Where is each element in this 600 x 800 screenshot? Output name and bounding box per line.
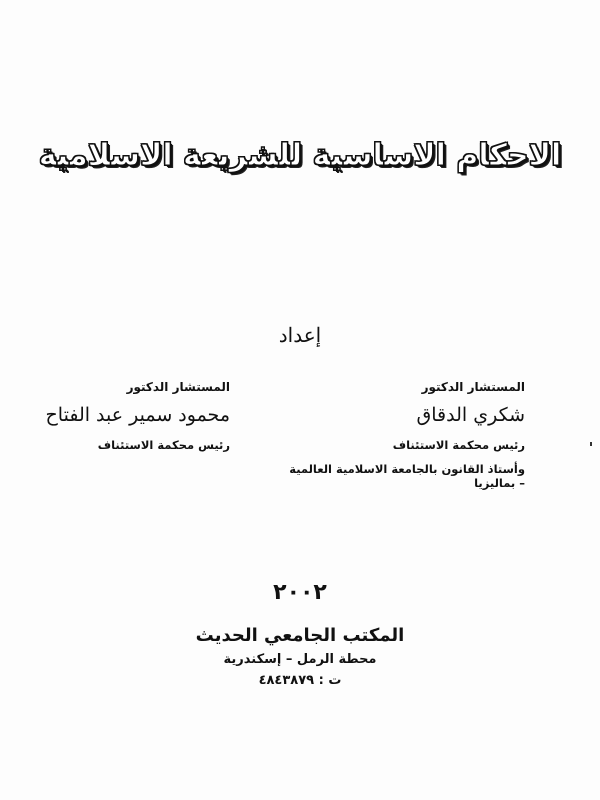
- author-1-name: شكري الدقاق: [416, 404, 525, 426]
- author-1-position: رئيس محكمة الاستئناف: [392, 438, 525, 452]
- publication-year: ٢٠٠٢: [273, 580, 327, 605]
- scan-mark: [590, 442, 592, 446]
- book-title: الاحكام الاساسية للشريعة الاسلامية: [38, 138, 562, 173]
- prepared-by-label: إعداد: [278, 323, 322, 347]
- author-2-name: محمود سمير عبد الفتاح: [45, 404, 230, 426]
- author-1-role: المستشار الدكتور: [421, 380, 525, 394]
- author-1-extra: وأستاذ القانون بالجامعة الاسلامية العالمية – بماليزيا: [289, 462, 525, 490]
- author-2: [30, 380, 230, 452]
- publisher-block: [0, 625, 600, 688]
- publisher-address: محطة الرمل – إسكندرية: [223, 652, 377, 667]
- publisher-phone: ت : ٤٨٤٣٨٧٩: [258, 673, 342, 688]
- author-2-position: رئيس محكمة الاستئناف: [97, 438, 230, 452]
- publisher-name: المكتب الجامعي الحديث: [195, 625, 405, 646]
- author-1: [285, 380, 525, 490]
- author-2-role: المستشار الدكتور: [126, 380, 230, 394]
